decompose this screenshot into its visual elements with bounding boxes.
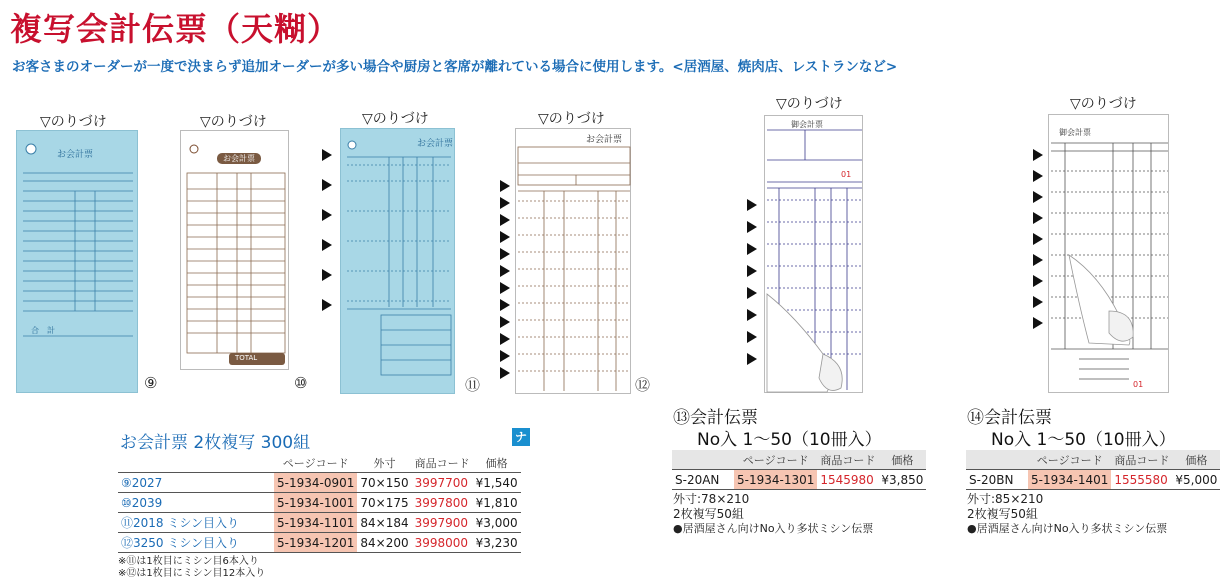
slip-10-title: お会計票 (223, 154, 255, 163)
product-14-title: ⑭会計伝票 (967, 408, 1052, 428)
note-line: 2枚複写50組 (673, 507, 744, 521)
product-14-table (966, 450, 1220, 490)
glue-label-13: ▽のりづけ (776, 96, 843, 112)
slip-14-lines (1049, 115, 1170, 394)
slip-13-title: 御会計票 (791, 120, 823, 129)
page-subtitle: お客さまのオーダーが一度で決まらず追加オーダーが多い場合や厨房と客席が離れている場合に使用します。<居酒屋、焼肉店、レストランなど> (12, 59, 898, 75)
th-product-code: 商品コード (817, 450, 878, 470)
slip-image-9 (16, 130, 138, 393)
page-code: 5-1934-1001 (274, 493, 357, 513)
th-size: 外寸 (357, 453, 411, 473)
slip-image-10 (180, 130, 289, 370)
table-row (118, 493, 521, 513)
glue-label-11: ▽のりづけ (362, 111, 429, 127)
page-code: 5-1934-1401 (1028, 470, 1111, 490)
outer-size: 70×150 (357, 473, 411, 493)
slip-11-lines (341, 129, 456, 395)
table-row (966, 470, 1220, 490)
page-code: 5-1934-1201 (274, 533, 357, 553)
price: ¥3,230 (473, 533, 521, 553)
note-line: 外寸:85×210 (967, 492, 1044, 506)
note-line: ●居酒屋さん向けNo入り多状ミシン伝票 (967, 522, 1168, 535)
th-product-code: 商品コード (1111, 450, 1172, 470)
left-section-title: お会計票 2枚複写 300組 (120, 433, 311, 453)
slip-9-lines (17, 131, 139, 394)
product-13-title: ⑬会計伝票 (673, 408, 758, 428)
slip-10-lines (181, 131, 290, 371)
item-name: S-20BN (966, 470, 1028, 490)
price: ¥1,810 (473, 493, 521, 513)
slip-image-11 (340, 128, 455, 394)
slip-14-number: 01 (1133, 380, 1144, 389)
page-code: 5-1934-0901 (274, 473, 357, 493)
slip-image-12 (515, 128, 631, 394)
table-row (118, 533, 521, 553)
left-product-table (118, 453, 521, 553)
item-number-11: ⑪ (465, 376, 481, 394)
price: ¥3,850 (878, 470, 926, 490)
slip-image-14 (1048, 114, 1169, 393)
page-code: 5-1934-1301 (734, 470, 817, 490)
th-price: 価格 (878, 450, 926, 470)
table-row (672, 470, 926, 490)
slip-11-title: お会計票 (417, 139, 454, 149)
note-line: ※⑪は1枚目にミシン目6本入り (118, 556, 259, 567)
product-code: 1555580 (1111, 470, 1172, 490)
th-product-code: 商品コード (412, 453, 473, 473)
supplier-badge: ナ (512, 428, 530, 446)
note-line: ※⑫は1枚目にミシン目12本入り (118, 568, 266, 579)
outer-size: 70×175 (357, 493, 411, 513)
slip-12-lines (516, 129, 632, 395)
th-price: 価格 (1172, 450, 1220, 470)
price: ¥3,000 (473, 513, 521, 533)
slip-10-total: TOTAL (235, 354, 258, 362)
glue-label-9: ▽のりづけ (40, 114, 107, 130)
glue-label-14: ▽のりづけ (1070, 96, 1137, 112)
th-page-code: ページコード (734, 450, 817, 470)
product-code: 3997700 (412, 473, 473, 493)
product-code: 3997800 (412, 493, 473, 513)
slip-9-title: お会計票 (57, 150, 94, 160)
product-13-table (672, 450, 926, 490)
product-code: 3998000 (412, 533, 473, 553)
table-row (118, 473, 521, 493)
item-name: S-20AN (672, 470, 734, 490)
slip-image-13 (764, 115, 863, 393)
outer-size: 84×184 (357, 513, 411, 533)
product-code: 1545980 (817, 470, 878, 490)
outer-size: 84×200 (357, 533, 411, 553)
item-number-12: ⑫ (635, 376, 651, 394)
glue-label-12: ▽のりづけ (538, 111, 605, 127)
page-code: 5-1934-1101 (274, 513, 357, 533)
item-name: ⑪2018 ミシン目入り (118, 513, 274, 533)
slip-14-title: 御会計票 (1059, 128, 1091, 137)
item-number-10: ⑩ (294, 374, 308, 392)
item-name: ⑩2039 (118, 493, 274, 513)
price: ¥5,000 (1172, 470, 1220, 490)
item-number-9: ⑨ (144, 374, 158, 392)
page-title: 複写会計伝票（天糊） (10, 10, 341, 48)
slip-13-number: 01 (841, 170, 852, 179)
note-line: 2枚複写50組 (967, 507, 1038, 521)
th-page-code: ページコード (1028, 450, 1111, 470)
slip-9-total: 合 計 (31, 326, 55, 335)
table-row (118, 513, 521, 533)
product-13-notes (673, 492, 873, 536)
item-name: ⑨2027 (118, 473, 274, 493)
product-14-subtitle: No入 1〜50（10冊入） (991, 430, 1176, 450)
item-name: ⑫3250 ミシン目入り (118, 533, 274, 553)
price: ¥1,540 (473, 473, 521, 493)
product-code: 3997900 (412, 513, 473, 533)
th-page-code: ページコード (274, 453, 357, 473)
left-notes (118, 556, 265, 580)
product-14-notes (967, 492, 1167, 536)
note-line: 外寸:78×210 (673, 492, 750, 506)
note-line: ●居酒屋さん向けNo入り多状ミシン伝票 (673, 522, 874, 535)
slip-12-title: お会計票 (586, 135, 623, 145)
th-price: 価格 (473, 453, 521, 473)
slip-13-lines (765, 116, 864, 394)
product-13-subtitle: No入 1〜50（10冊入） (697, 430, 882, 450)
glue-label-10: ▽のりづけ (200, 114, 267, 130)
